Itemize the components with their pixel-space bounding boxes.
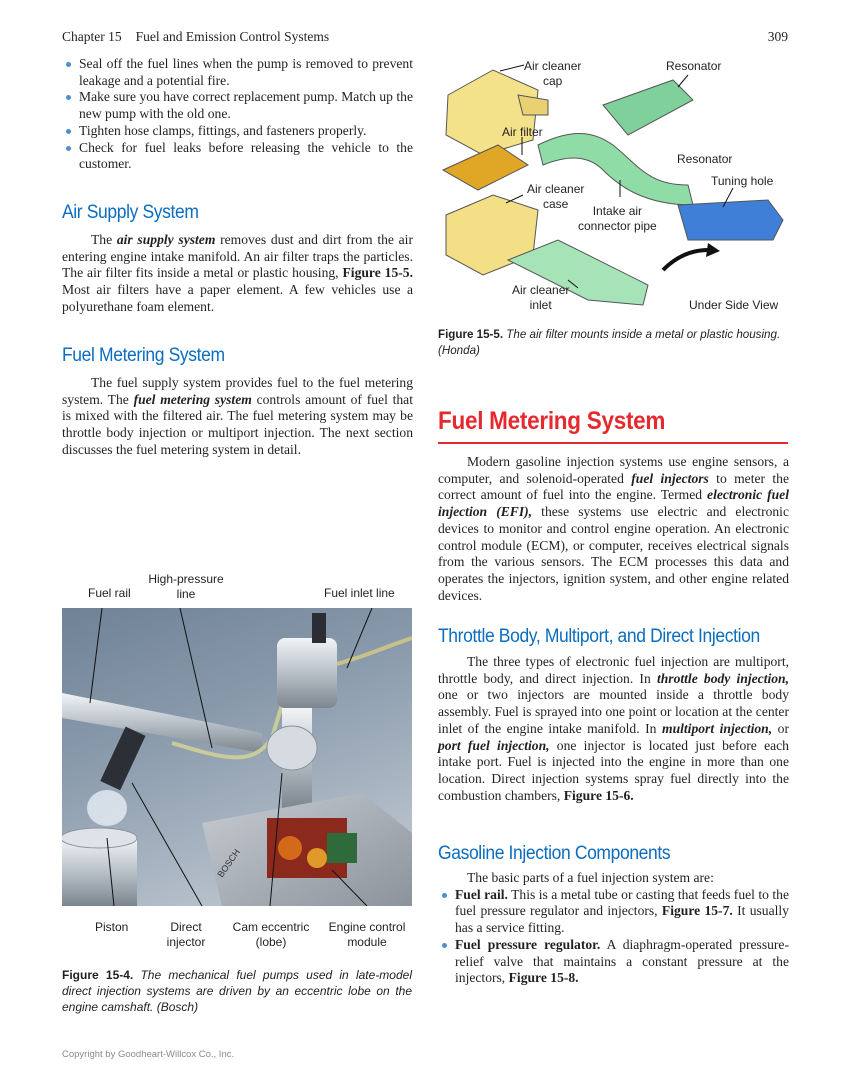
figure-15-5-illustration — [438, 55, 788, 315]
safety-bullets — [62, 56, 413, 173]
term: Fuel pressure regulator. — [455, 936, 601, 952]
text: or — [772, 720, 789, 736]
term: fuel injectors — [631, 470, 709, 486]
text: The fuel supply system provides fuel to the fuel metering system. The — [62, 375, 413, 407]
text: A diaphragm-operated pressure-relief valve that maintains a constant pressure at the injectors, — [455, 936, 789, 986]
page-number: 309 — [767, 29, 788, 44]
bullet-item: Make sure you have correct replacement pump. Match up the new pump with the old one. — [62, 89, 413, 122]
arrow-icon — [663, 250, 708, 270]
text: Cam eccentric — [232, 920, 310, 934]
label-fuel-inlet-line: Fuel inlet line — [324, 586, 395, 600]
heading-fuel-metering-system-main: Fuel Metering System — [438, 407, 666, 435]
label-resonator-mid: Resonator — [677, 152, 733, 166]
text: This is a metal tube or casting that feeds fuel to the fuel pressure regulator and injectors, — [455, 886, 789, 919]
term: port fuel injection, — [438, 737, 550, 753]
text: The — [91, 232, 117, 247]
components-intro: The basic parts of a fuel injection system are: — [467, 870, 714, 885]
term: multiport injection, — [662, 720, 773, 736]
text: Air cleaner — [512, 283, 570, 297]
heading-rule — [438, 442, 788, 444]
bosch-logo: BOSCH — [215, 847, 243, 880]
label-intake-air-connector-pipe — [578, 204, 657, 233]
text: inlet — [529, 297, 552, 312]
figure-number: Figure 15-4. — [62, 968, 134, 982]
label-engine-control-module — [324, 920, 410, 949]
caption-text: The mechanical fuel pumps used in late-model direct injection systems are driven by an eccentric lobe on the engine camshaft. (Bosch) — [62, 968, 412, 1014]
text: Air cleaner — [527, 182, 585, 196]
heading-air-supply-system: Air Supply System — [62, 202, 199, 223]
text: injector — [166, 934, 206, 949]
label-fuel-rail: Fuel rail — [88, 586, 131, 600]
text: Direct — [170, 920, 202, 934]
label-cam-eccentric — [228, 920, 314, 949]
text: case — [543, 196, 569, 211]
text: Air cleaner — [524, 59, 582, 73]
figure-reference: Figure 15-5. — [342, 265, 413, 281]
heading-gasoline-injection-components: Gasoline Injection Components — [438, 843, 671, 864]
fuel-system-photo — [62, 608, 412, 906]
copyright-notice: Copyright by Goodheart-Willcox Co., Inc. — [62, 1049, 235, 1060]
term: fuel metering system — [133, 391, 252, 407]
text: Most air filters have a paper element. A few vehicles use a polyurethane foam element. — [62, 282, 413, 314]
text: one injector is located just before each intake port. Fuel is injected into the engine in more than one location. Direct injection systems spray fuel directly into the combustion chambers, — [438, 737, 789, 803]
term: throttle body injection, — [656, 670, 790, 686]
heading-throttle-body-multiport-direct: Throttle Body, Multiport, and Direct Injection — [438, 626, 760, 647]
caption-text: The air filter mounts inside a metal or plastic housing. (Honda) — [438, 328, 781, 357]
component-item-fuel-rail — [438, 887, 789, 937]
figure-number: Figure 15-5. — [438, 328, 504, 341]
text: It usually has a service fitting. — [455, 903, 789, 936]
term: air supply system — [116, 232, 216, 247]
heading-fuel-metering-system: Fuel Metering System — [62, 345, 225, 366]
term: electronic fuel injection (EFI), — [438, 487, 789, 520]
leader-lines — [62, 608, 412, 906]
bullet-item: Tighten hose clamps, fittings, and fasteners properly. — [62, 123, 413, 140]
component-item-fuel-pressure-regulator — [438, 937, 789, 987]
bullet-item: Seal off the fuel lines when the pump is removed to prevent leakage and a potential fire. — [62, 56, 413, 89]
text: one or two injectors are mounted inside a throttle body assembly. Fuel is sprayed into one point or location at the center inlet of the engine intake manifold. In — [438, 687, 789, 736]
resonator-top-shape — [603, 80, 693, 135]
text: (lobe) — [255, 934, 287, 949]
components-section — [438, 870, 789, 987]
text: High-pressure — [148, 572, 224, 586]
fuel-metering-paragraph — [62, 375, 413, 459]
term: Fuel rail. — [455, 886, 508, 902]
running-header — [62, 29, 329, 45]
figure-reference: Figure 15-8. — [508, 970, 579, 986]
figure-15-5-caption — [438, 327, 789, 358]
text: removes dust and dirt from the air entering engine intake manifold. An air filter traps the particles. The air filter fits inside a metal or plastic housing, — [62, 232, 413, 281]
text: The three types of electronic fuel injection are multiport, throttle body, and direct injection. In — [438, 654, 789, 686]
text: controls amount of fuel that is mixed with the filtered air. The fuel metering system may be throttle body injection or multiport injection. The next section discusses the fuel metering system in detail. — [62, 391, 413, 457]
label-under-side-view: Under Side View — [689, 298, 779, 312]
resonator-under-shape — [678, 200, 783, 240]
figure-reference: Figure 15-6. — [563, 787, 634, 803]
label-air-cleaner-case — [527, 182, 584, 211]
air-supply-paragraph — [62, 232, 413, 316]
text: line — [176, 586, 196, 601]
label-direct-injector — [160, 920, 212, 949]
text: module — [347, 934, 387, 949]
figure-15-4-caption — [62, 967, 412, 1015]
label-tuning-hole: Tuning hole — [711, 174, 774, 188]
text: connector pipe — [578, 218, 657, 233]
text: these systems use electric and electronic devices to monitor and control engine operation. An electronic control module (ECM), or computer, receives electrical signals from the various sensors. The ECM processes this data and operates the injectors, ignition system, and other engine related devices. — [438, 504, 789, 603]
text: cap — [543, 73, 563, 88]
chapter-title: Fuel and Emission Control Systems — [135, 29, 330, 44]
label-air-filter: Air filter — [502, 125, 543, 139]
bullet-item: Check for fuel leaks before releasing the vehicle to the customer. — [62, 140, 413, 173]
figure-reference: Figure 15-7. — [661, 903, 733, 919]
label-piston: Piston — [95, 920, 129, 934]
text: Engine control — [328, 920, 406, 934]
label-resonator-top: Resonator — [666, 59, 722, 73]
label-high-pressure-line — [140, 572, 232, 601]
text: to meter the correct amount of fuel into the engine. Termed — [438, 470, 789, 503]
chapter-number: Chapter 15 — [62, 29, 122, 44]
efi-paragraph — [438, 454, 789, 604]
text: Intake air — [592, 204, 643, 218]
air-filter-shape — [443, 145, 528, 190]
label-air-cleaner-cap — [524, 59, 581, 88]
injection-types-paragraph — [438, 654, 789, 804]
text: Modern gasoline injection systems use engine sensors, a computer, and solenoid-operated — [438, 454, 789, 486]
label-air-cleaner-inlet — [512, 283, 569, 312]
